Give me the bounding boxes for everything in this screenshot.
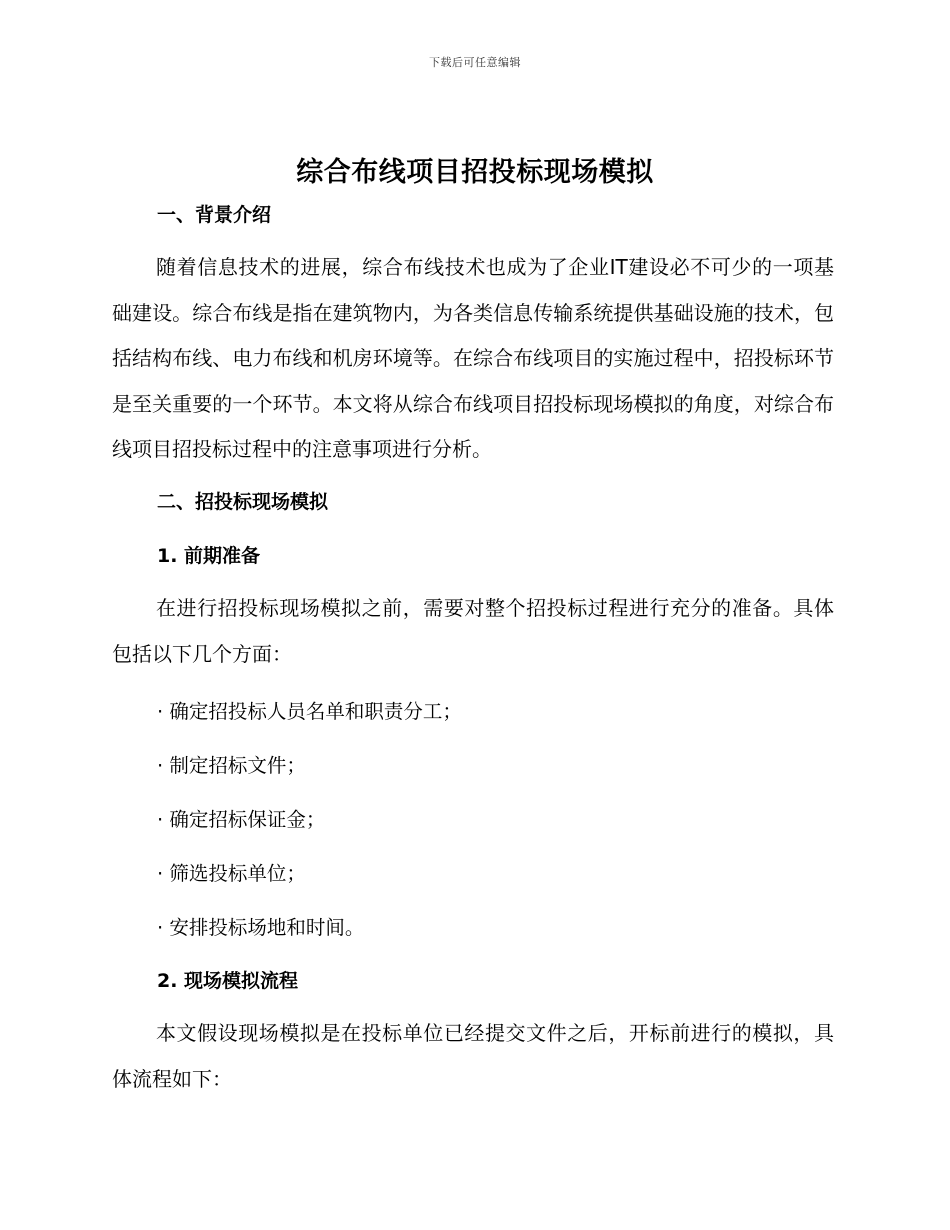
document-title: 综合布线项目招投标现场模拟	[296, 157, 654, 188]
page-header-note: 下载后可任意编辑	[429, 56, 521, 69]
subsection-heading-process: 2. 现场模拟流程	[157, 970, 299, 992]
paragraph-background: 随着信息技术的进展，综合布线技术也成为了企业IT建设必不可少的一项基础建设。综合布线是指在建筑物内，为各类信息传输系统提供基础设施的技术，包括结构布线、电力布线和机房环境等。在综合布线项目的实施过程中，招投标环节是至关重要的一个环节。本文将从综合布线项目招投标现场模拟的角度，对综合布线项目招投标过程中的注意事项进行分析。	[112, 255, 834, 461]
section-heading-simulation: 二、招投标现场模拟	[157, 491, 329, 513]
bullet-item: · 制定招标文件；	[157, 754, 306, 777]
bullet-item: · 确定招标保证金；	[157, 808, 326, 831]
bullet-item: · 筛选投标单位；	[157, 862, 306, 885]
paragraph-process: 本文假设现场模拟是在投标单位已经提交文件之后，开标前进行的模拟，具体流程如下：	[112, 1021, 834, 1091]
bullet-item: · 安排投标场地和时间。	[157, 916, 365, 939]
bullet-item: · 确定招投标人员名单和职责分工；	[157, 700, 462, 723]
paragraph-preparation: 在进行招投标现场模拟之前，需要对整个招投标过程进行充分的准备。具体包括以下几个方面：	[112, 596, 834, 666]
section-heading-background: 一、背景介绍	[157, 204, 272, 226]
subsection-heading-preparation: 1. 前期准备	[157, 545, 261, 567]
